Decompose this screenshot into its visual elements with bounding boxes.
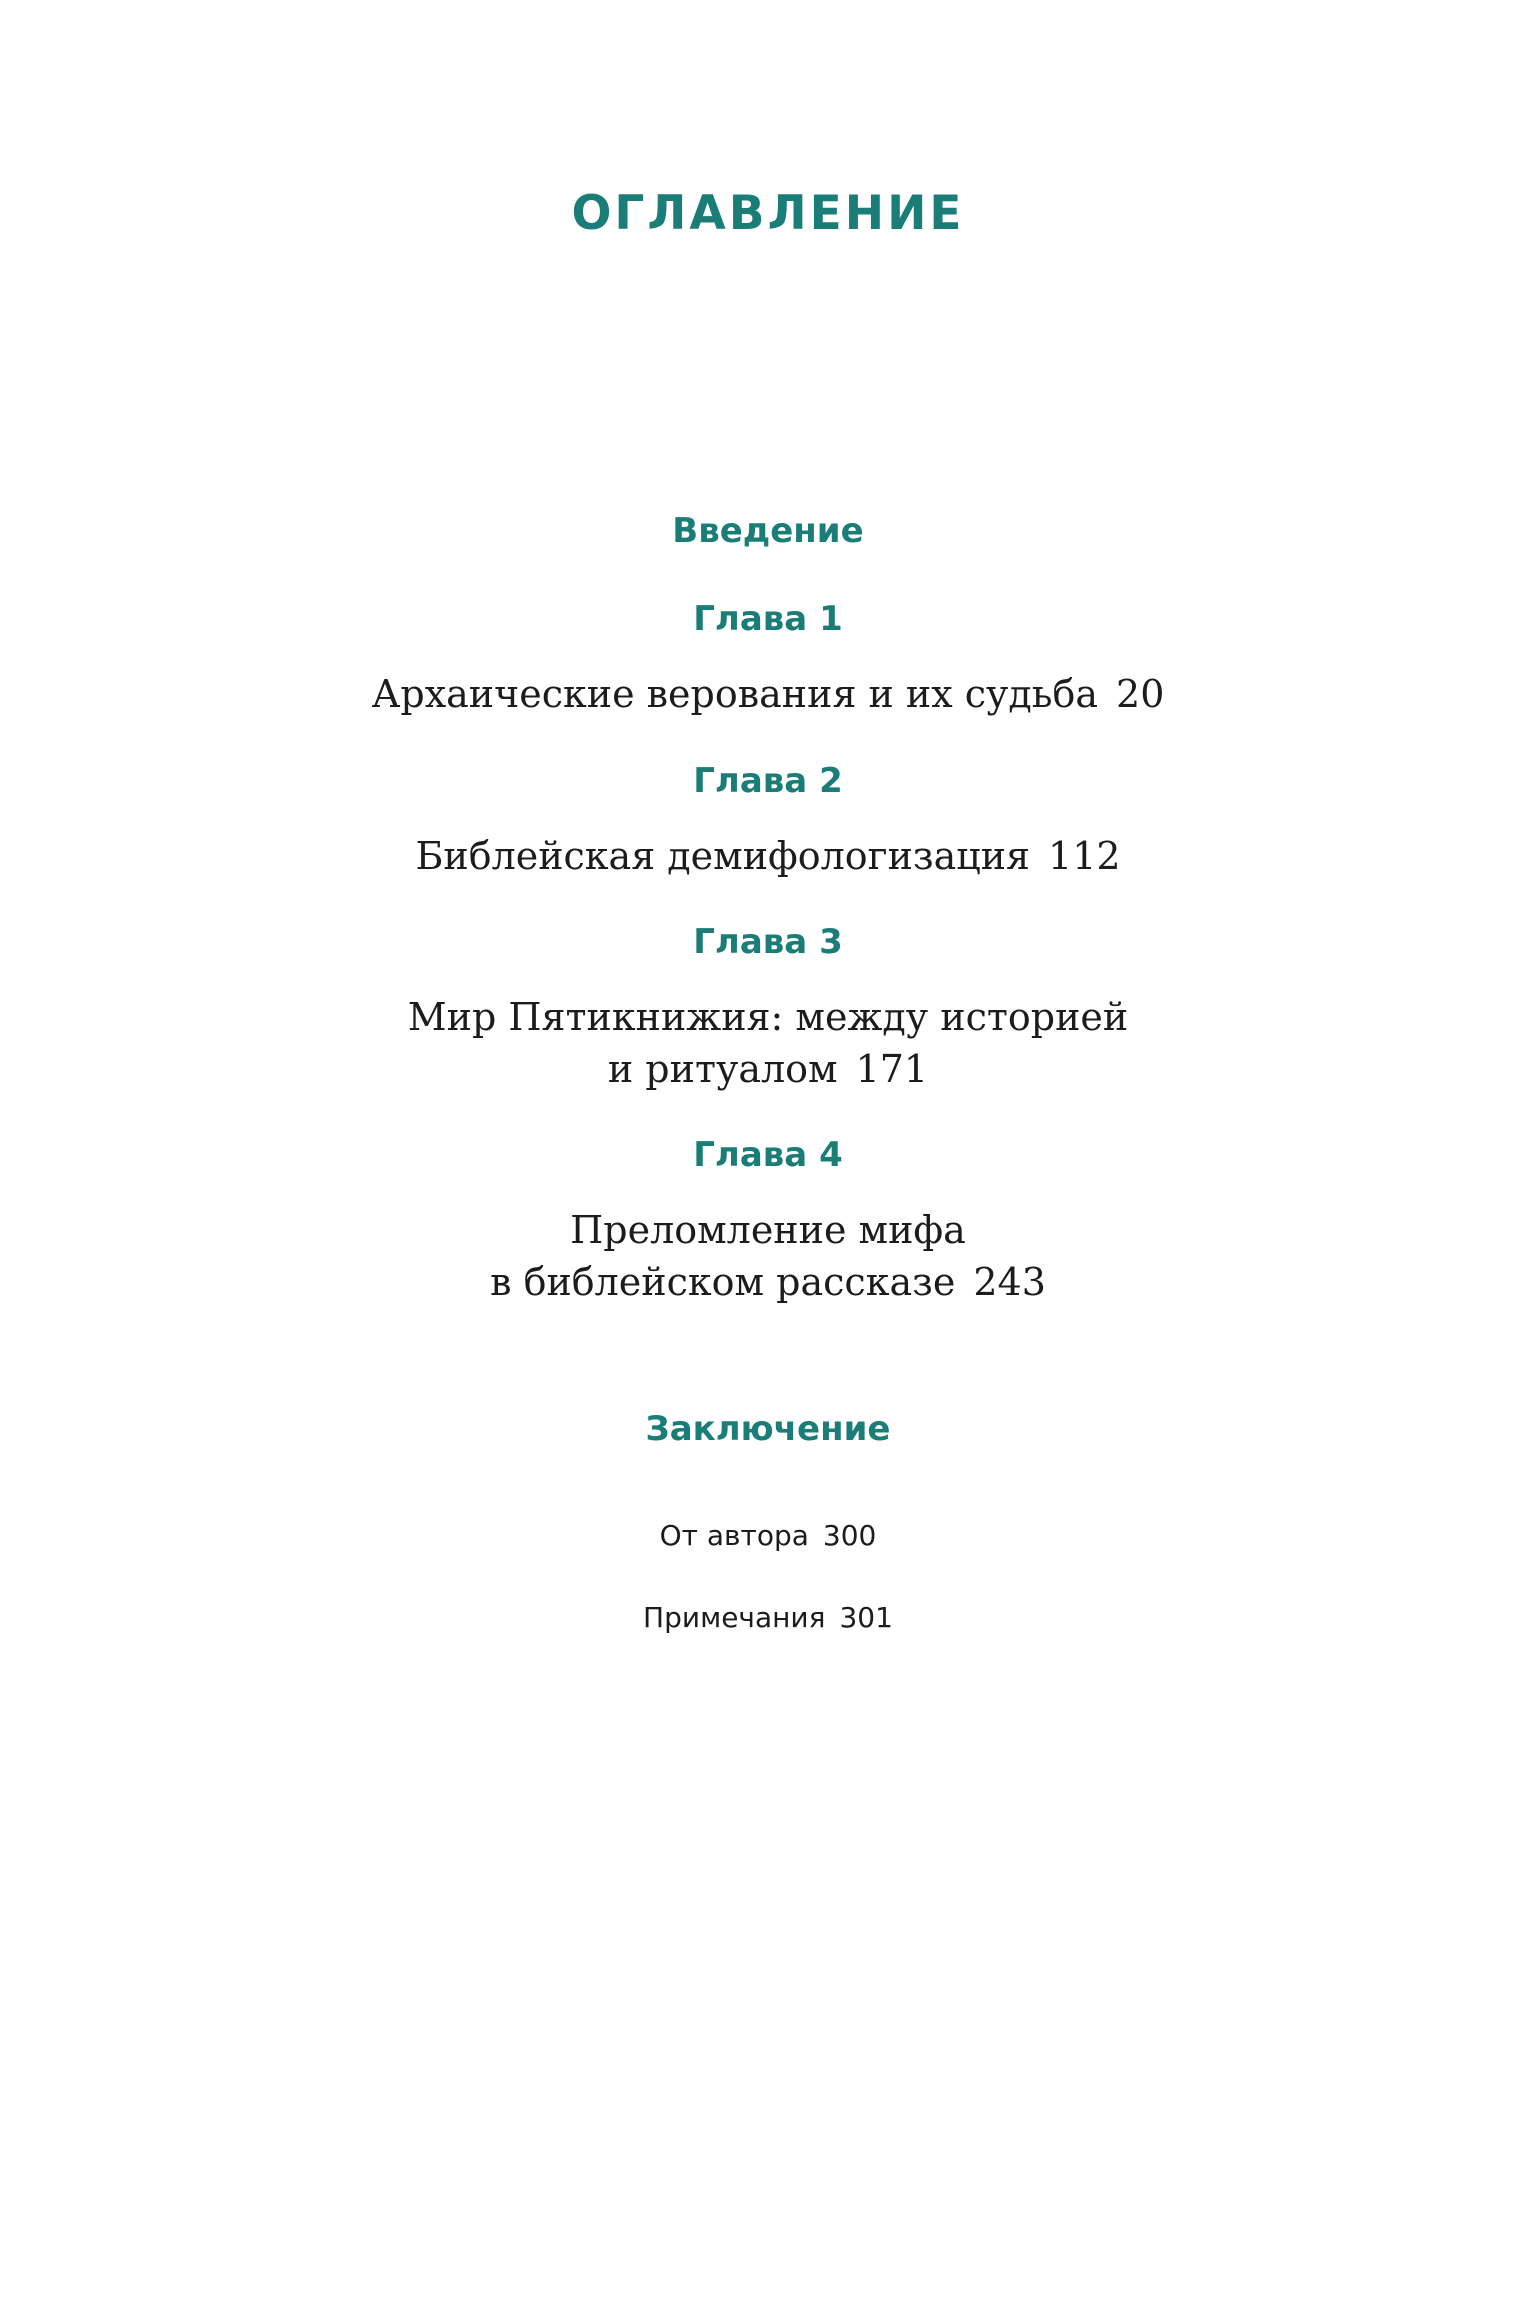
toc-chapter-2-heading[interactable]: Глава 2	[693, 761, 843, 801]
toc-chapter-1-heading[interactable]: Глава 1	[693, 599, 843, 639]
toc-chapter-3-heading[interactable]: Глава 3	[693, 922, 843, 962]
toc-author-note-page: 300	[822, 1519, 877, 1552]
toc-author-note-entry[interactable]	[0, 1518, 1536, 1554]
toc-chapter-2-entry[interactable]	[0, 830, 1536, 882]
toc-chapter-2-title: Библейская демифологизация	[415, 834, 1031, 878]
toc-notes-entry[interactable]	[0, 1600, 1536, 1636]
toc-chapter-3-title-line-1: Мир Пятикнижия: между историей	[407, 995, 1129, 1039]
toc-conclusion-heading[interactable]: Заключение	[645, 1409, 891, 1449]
toc-chapter-2-page: 112	[1048, 834, 1121, 878]
toc-notes-label: Примечания	[643, 1601, 826, 1634]
page-title: ОГЛАВЛЕНИЕ	[571, 186, 965, 241]
toc-chapter-4-page: 243	[973, 1260, 1046, 1304]
toc-chapter-1-title: Архаические верования и их судьба	[371, 672, 1099, 716]
toc-chapter-4-title-line-1: Преломление мифа	[570, 1208, 966, 1252]
toc-chapter-3-page: 171	[855, 1047, 929, 1091]
toc-chapter-4-entry[interactable]	[0, 1204, 1536, 1308]
toc-notes-page: 301	[839, 1601, 893, 1634]
toc-author-note-label: От автора	[659, 1519, 809, 1552]
toc-chapter-4-heading[interactable]: Глава 4	[693, 1135, 843, 1175]
toc-chapter-4-title-line-2: в библейском рассказе	[490, 1260, 956, 1304]
toc-chapter-3-title-line-2: и ритуалом	[607, 1047, 838, 1091]
toc-chapter-1-entry[interactable]	[0, 668, 1536, 720]
toc-chapter-1-page: 20	[1116, 672, 1165, 716]
toc-introduction-heading[interactable]: Введение	[672, 511, 864, 551]
toc-chapter-3-entry[interactable]	[0, 991, 1536, 1095]
